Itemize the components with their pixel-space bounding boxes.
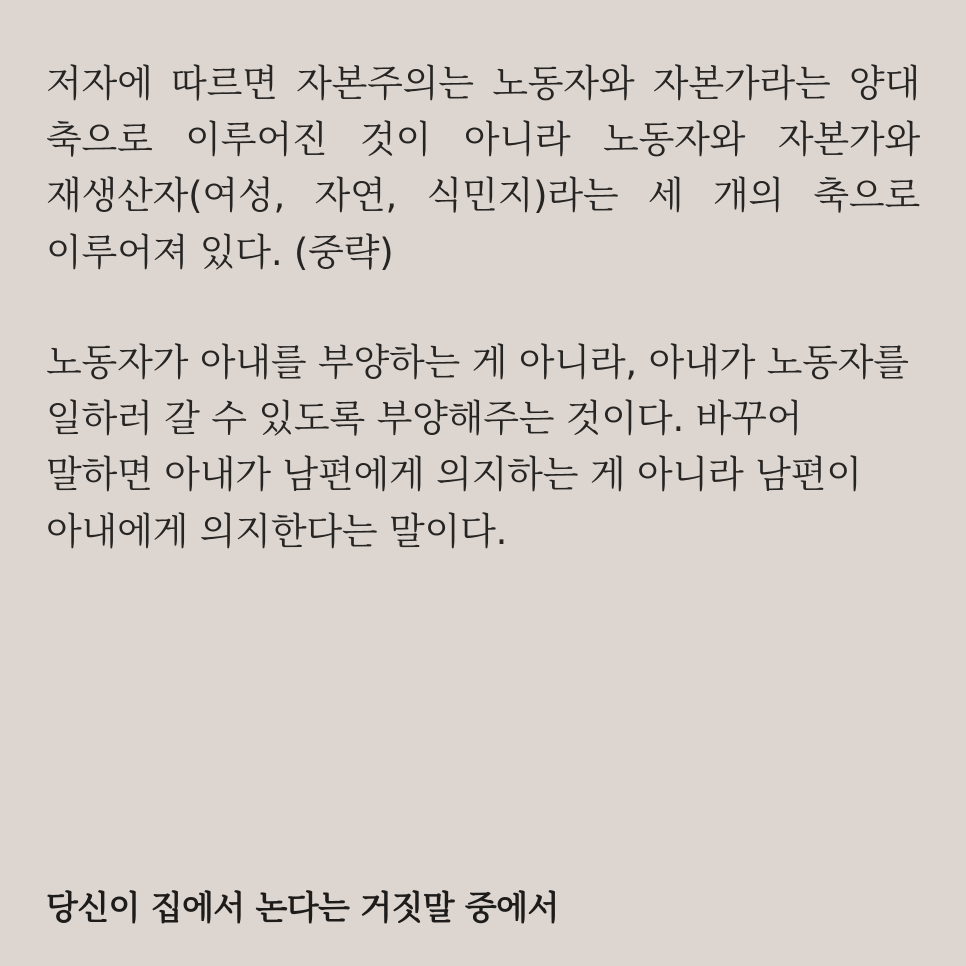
- quote-body: [46, 56, 920, 560]
- source-title: 당신이 집에서 논다는 거짓말 중에서: [46, 888, 559, 928]
- quote-paragraph-2: 노동자가 아내를 부양하는 게 아니라, 아내가 노동자를 일하러 갈 수 있도록 부양해주는 것이다. 바꾸어 말하면 아내가 남편에게 의지하는 게 아니라 남편이 아내에게 의지한다는 말이다.: [46, 340, 909, 553]
- quote-paragraph-1: 저자에 따르면 자본주의는 노동자와 자본가라는 양대 축으로 이루어진 것이 아니라 노동자와 자본가와 재생산자(여성, 자연, 식민지)라는 세 개의 축으로 이루어져 있다. (중략): [46, 62, 920, 274]
